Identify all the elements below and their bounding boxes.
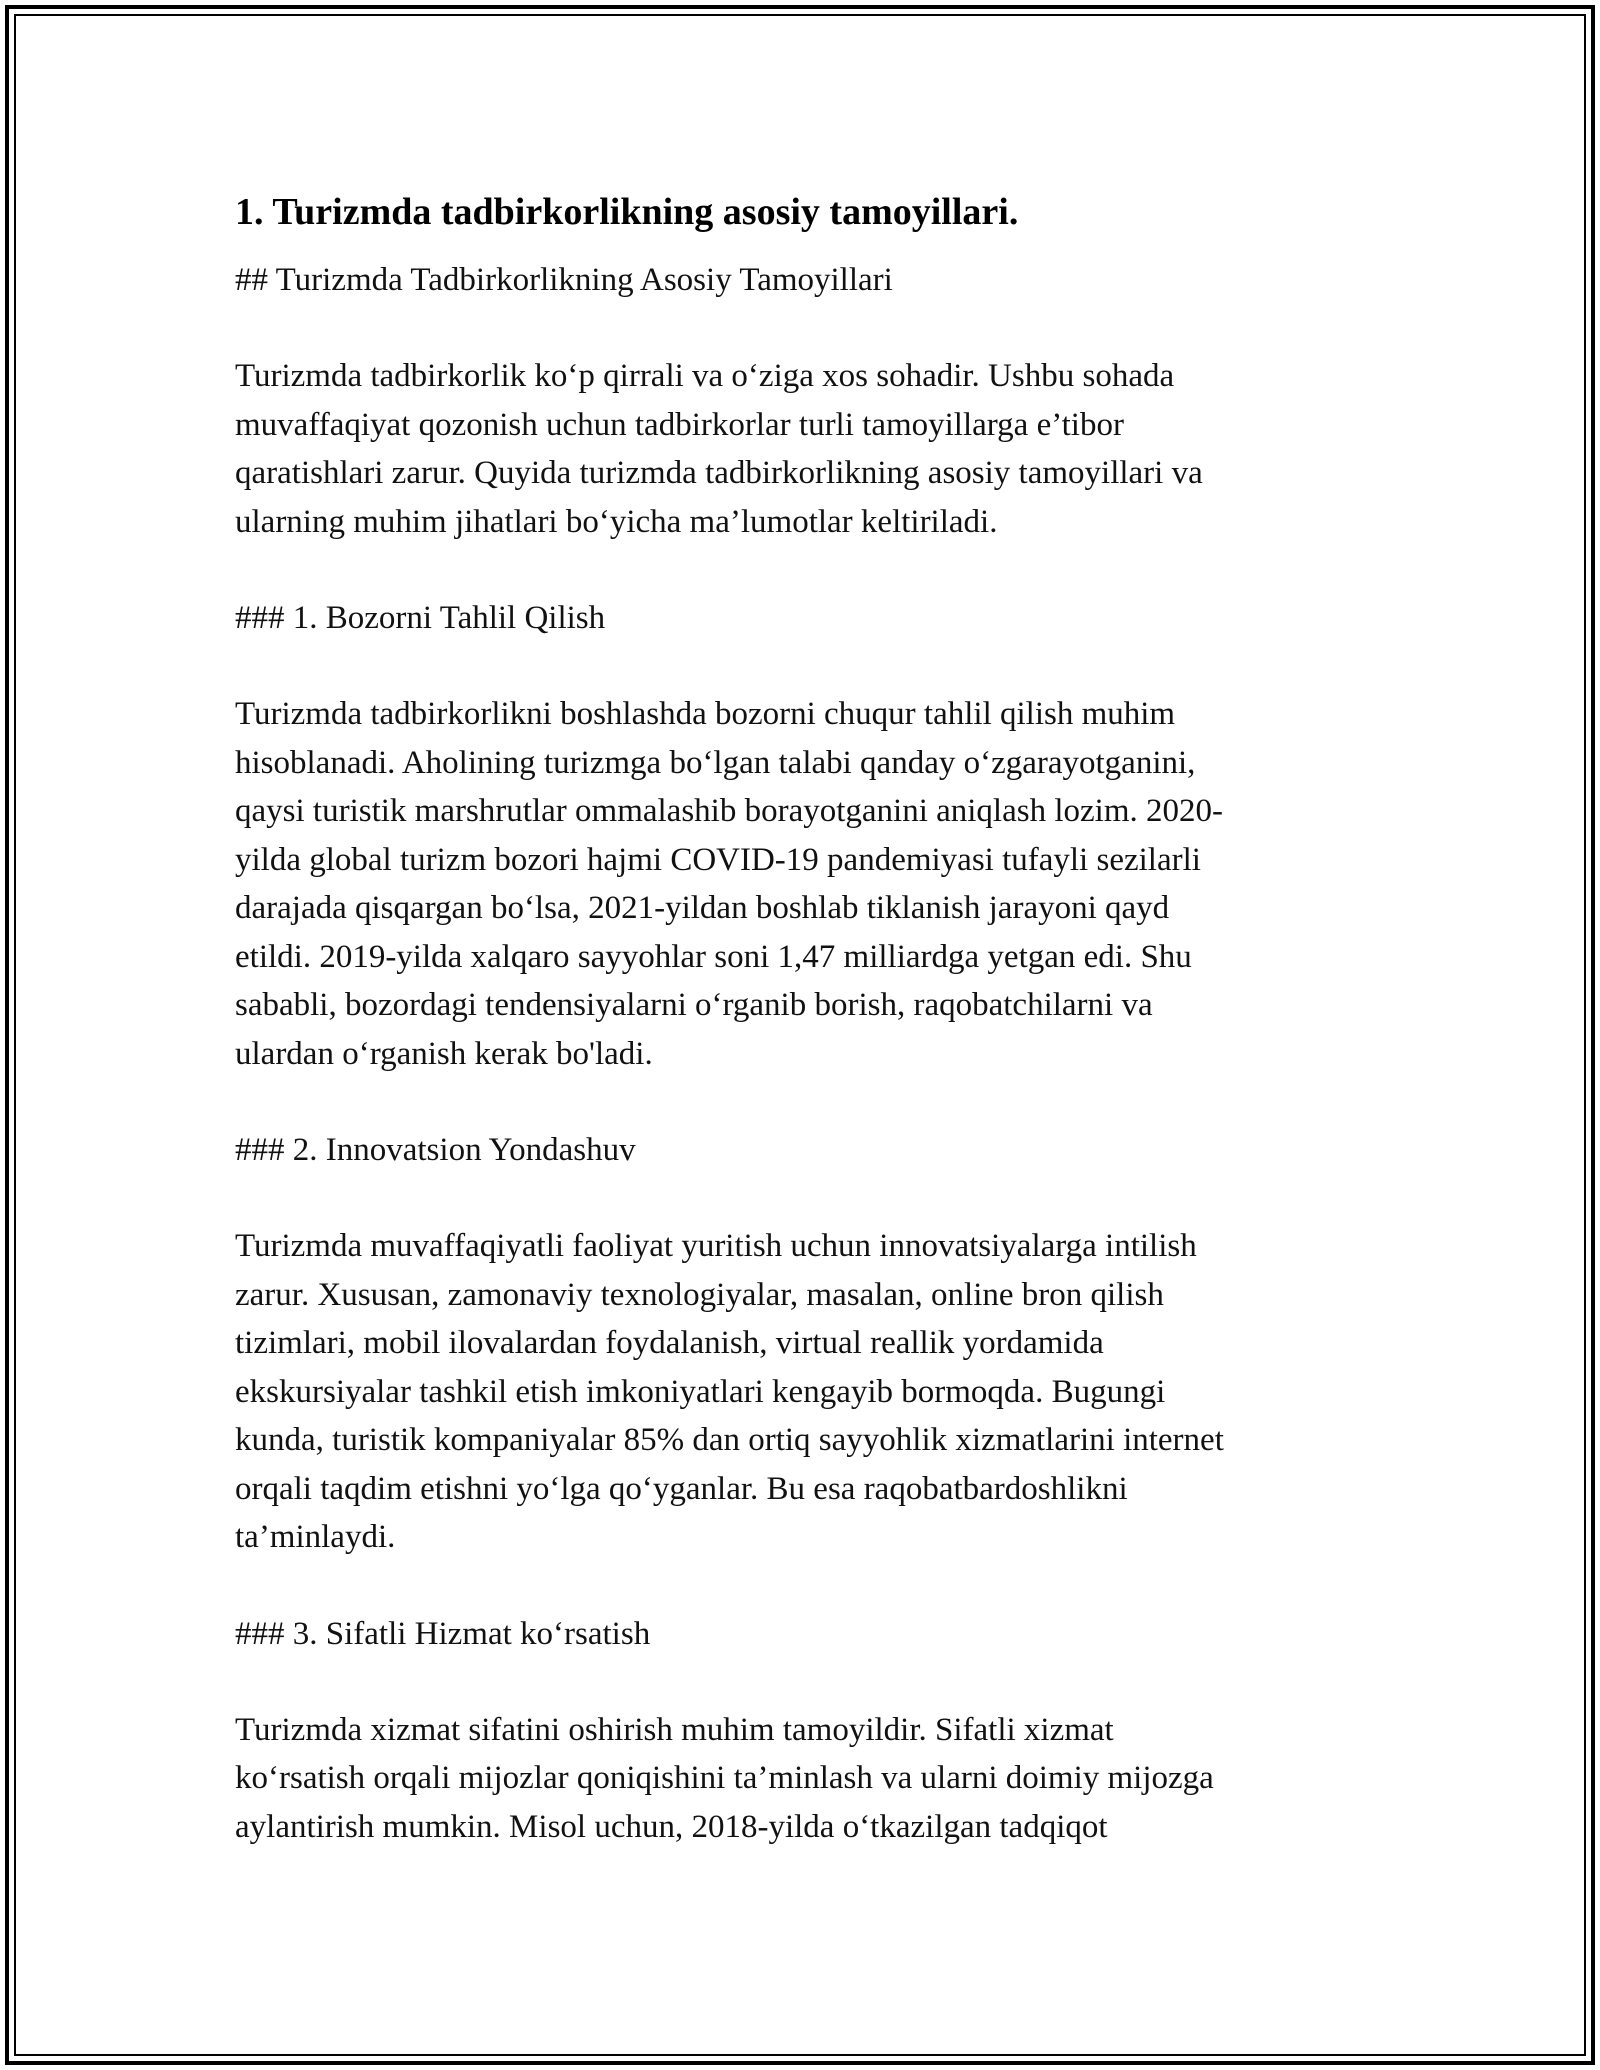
- section-paragraph-quality-service: [235, 1706, 1355, 1852]
- paragraph-line: darajada qisqargan bo‘lsa, 2021-yildan boshlab tiklanish jarayoni qayd: [235, 890, 1170, 926]
- section-heading-quality-service: ### 3. Sifatli Hizmat ko‘rsatish: [235, 1615, 651, 1652]
- paragraph-line: yilda global turizm bozori hajmi COVID-19 pandemiyasi tufayli sezilarli: [235, 841, 1201, 878]
- paragraph-line: qaysi turistik marshrutlar ommalashib borayotganini aniqlash lozim. 2020-: [235, 793, 1223, 829]
- main-heading: ## Turizmda Tadbirkorlikning Asosiy Tamoyillari: [235, 262, 893, 298]
- paragraph-line: Turizmda tadbirkorlik ko‘p qirrali va o‘ziga xos sohadir. Ushbu sohada: [235, 358, 1175, 394]
- paragraph-line: ta’minlaydi.: [235, 1519, 396, 1555]
- paragraph-line: ekskursiyalar tashkil etish imkoniyatlari kengayib bormoqda. Bugungi: [235, 1373, 1166, 1410]
- paragraph-line: sababli, bozordagi tendensiyalarni o‘rganib borish, raqobatchilarni va: [235, 987, 1153, 1023]
- paragraph-line: muvaffaqiyat qozonish uchun tadbirkorlar turli tamoyillarga e’tibor: [235, 406, 1124, 443]
- section-paragraph-innovation: [235, 1222, 1355, 1562]
- paragraph-line: Turizmda xizmat sifatini oshirish muhim tamoyildir. Sifatli xizmat: [235, 1711, 1114, 1748]
- page-title: 1. Turizmda tadbirkorlikning asosiy tamoyillari.: [235, 191, 1019, 233]
- paragraph-line: kunda, turistik kompaniyalar 85% dan ortiq sayyohlik xizmatlarini internet: [235, 1422, 1224, 1458]
- intro-paragraph: [235, 352, 1355, 546]
- paragraph-line: ularning muhim jihatlari bo‘yicha ma’lumotlar keltiriladi.: [235, 503, 998, 540]
- section-paragraph-market-analysis: [235, 690, 1355, 1078]
- paragraph-line: orqali taqdim etishni yo‘lga qo‘yganlar. Bu esa raqobatbardoshlikni: [235, 1470, 1128, 1507]
- paragraph-line: ko‘rsatish orqali mijozlar qoniqishini ta’minlash va ularni doimiy mijozga: [235, 1760, 1214, 1796]
- paragraph-line: qaratishlari zarur. Quyida turizmda tadbirkorlikning asosiy tamoyillari va: [235, 455, 1203, 491]
- paragraph-line: etildi. 2019-yilda xalqaro sayyohlar soni 1,47 milliardga yetgan edi. Shu: [235, 938, 1192, 975]
- section-heading-market-analysis: ### 1. Bozorni Tahlil Qilish: [235, 600, 606, 636]
- document-body: [235, 188, 1355, 1899]
- paragraph-line: Turizmda tadbirkorlikni boshlashda bozorni chuqur tahlil qilish muhim: [235, 696, 1176, 732]
- paragraph-line: ulardan o‘rganish kerak bo'ladi.: [235, 1035, 653, 1072]
- paragraph-line: tizimlari, mobil ilovalardan foydalanish, virtual reallik yordamida: [235, 1325, 1104, 1361]
- section-heading-innovation: ### 2. Innovatsion Yondashuv: [235, 1132, 636, 1168]
- paragraph-line: Turizmda muvaffaqiyatli faoliyat yuritish uchun innovatsiyalarga intilish: [235, 1228, 1197, 1264]
- paragraph-line: hisoblanadi. Aholining turizmga bo‘lgan talabi qanday o‘zgarayotganini,: [235, 744, 1196, 781]
- paragraph-line: aylantirish mumkin. Misol uchun, 2018-yilda o‘tkazilgan tadqiqot: [235, 1808, 1108, 1845]
- paragraph-line: zarur. Xususan, zamonaviy texnologiyalar, masalan, online bron qilish: [235, 1276, 1164, 1313]
